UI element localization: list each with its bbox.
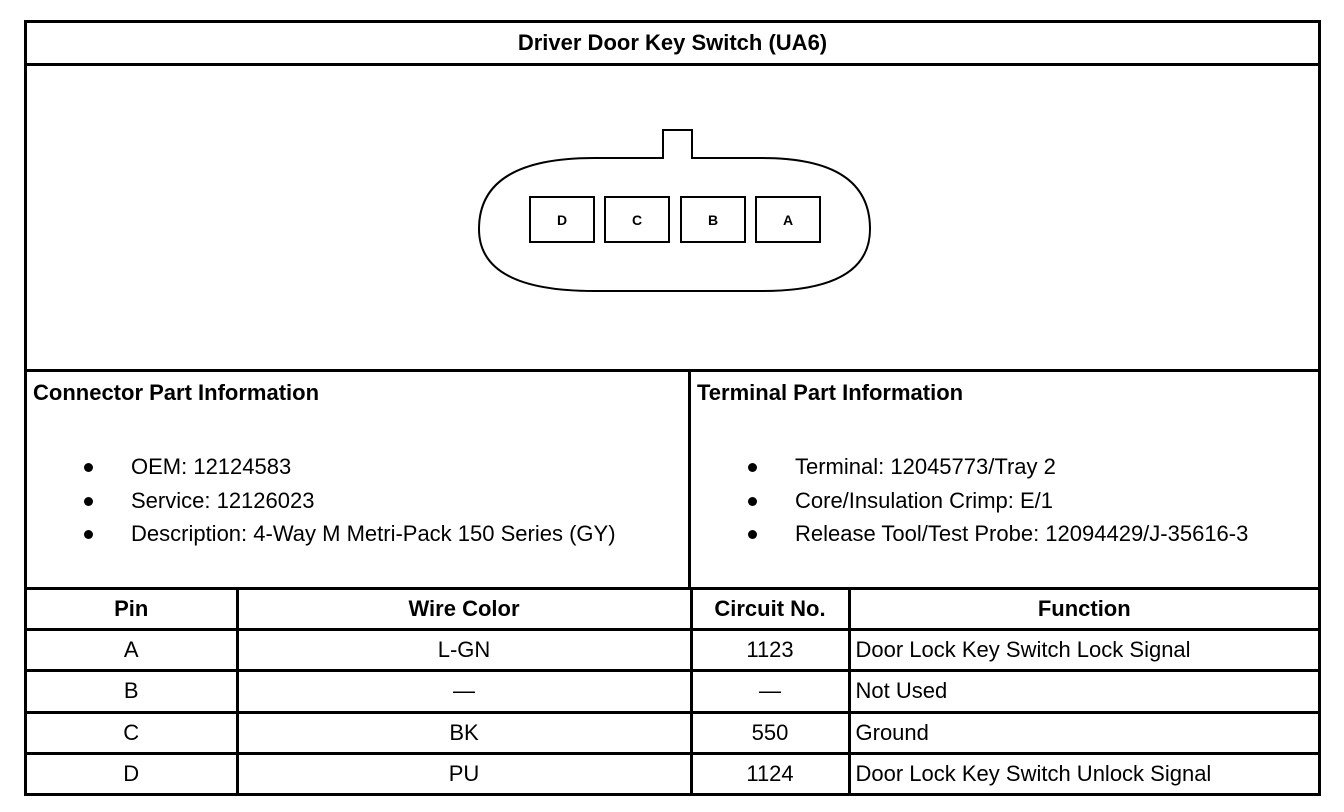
connector-description: Description: 4-Way M Metri-Pack 150 Series (GY): [131, 521, 616, 546]
bullet-icon: [84, 497, 93, 506]
connector-outline: [479, 130, 870, 291]
cell-circuit: 1123: [691, 630, 849, 671]
connector-service: Service: 12126023: [131, 487, 315, 513]
cell-wire-color: BK: [237, 712, 691, 753]
pin-label-b: B: [707, 212, 719, 228]
cell-function: Not Used: [849, 671, 1318, 712]
terminal-number: Terminal: 12045773/Tray 2: [795, 454, 1056, 479]
terminal-info-heading: Terminal Part Information: [697, 380, 964, 405]
terminal-release-tool: Release Tool/Test Probe: 12094429/J-35616-3: [795, 521, 1249, 546]
pinout-sheet: [24, 20, 1321, 796]
list-item: [691, 517, 1248, 551]
connector-part-info: [27, 372, 691, 590]
cell-function: Door Lock Key Switch Lock Signal: [849, 630, 1318, 671]
list-item: [27, 450, 616, 484]
cell-circuit: 550: [691, 712, 849, 753]
pin-cavity-d: [530, 197, 594, 242]
pin-cavity-b: [681, 197, 745, 242]
pin-label-d: D: [556, 212, 568, 228]
cell-circuit: 1124: [691, 753, 849, 793]
connector-oem: OEM: 12124583: [131, 454, 292, 479]
bullet-icon: [748, 463, 757, 472]
cell-pin: B: [27, 671, 237, 712]
terminal-crimp: Core/Insulation Crimp: E/1: [795, 487, 1053, 513]
table-row: [27, 712, 1318, 753]
cell-wire-color: —: [237, 671, 691, 712]
list-item: [691, 450, 1248, 484]
bullet-icon: [84, 530, 93, 539]
pin-label-a: A: [782, 212, 794, 228]
terminal-info-list: [691, 450, 1248, 551]
table-header-row: [27, 590, 1318, 630]
connector-info-heading: Connector Part Information: [33, 380, 320, 405]
pin-cavity-c: [605, 197, 669, 242]
table-row: [27, 753, 1318, 793]
cell-wire-color: L-GN: [237, 630, 691, 671]
bullet-icon: [748, 530, 757, 539]
list-item: [691, 484, 1248, 518]
list-item: [27, 517, 616, 551]
header-function: Function: [849, 590, 1318, 630]
cell-function: Ground: [849, 712, 1318, 753]
bullet-icon: [84, 463, 93, 472]
header-wire-color: Wire Color: [237, 590, 691, 630]
cell-circuit: —: [691, 671, 849, 712]
cell-function: Door Lock Key Switch Unlock Signal: [849, 753, 1318, 793]
connector-diagram: [27, 66, 1318, 372]
header-pin: Pin: [27, 590, 237, 630]
bullet-icon: [748, 497, 757, 506]
list-item: [27, 484, 616, 518]
cell-pin: D: [27, 753, 237, 793]
pin-cavity-a: [756, 197, 820, 242]
table-row: [27, 630, 1318, 671]
page-title: Driver Door Key Switch (UA6): [27, 23, 1318, 66]
cell-wire-color: PU: [237, 753, 691, 793]
connector-info-list: [27, 450, 616, 551]
terminal-part-info: [691, 372, 1318, 590]
connector-face-svg: [27, 66, 1318, 372]
cell-pin: A: [27, 630, 237, 671]
table-row: [27, 671, 1318, 712]
pin-label-c: C: [631, 212, 643, 228]
cell-pin: C: [27, 712, 237, 753]
header-circuit-no: Circuit No.: [691, 590, 849, 630]
pinout-table: [27, 590, 1318, 793]
